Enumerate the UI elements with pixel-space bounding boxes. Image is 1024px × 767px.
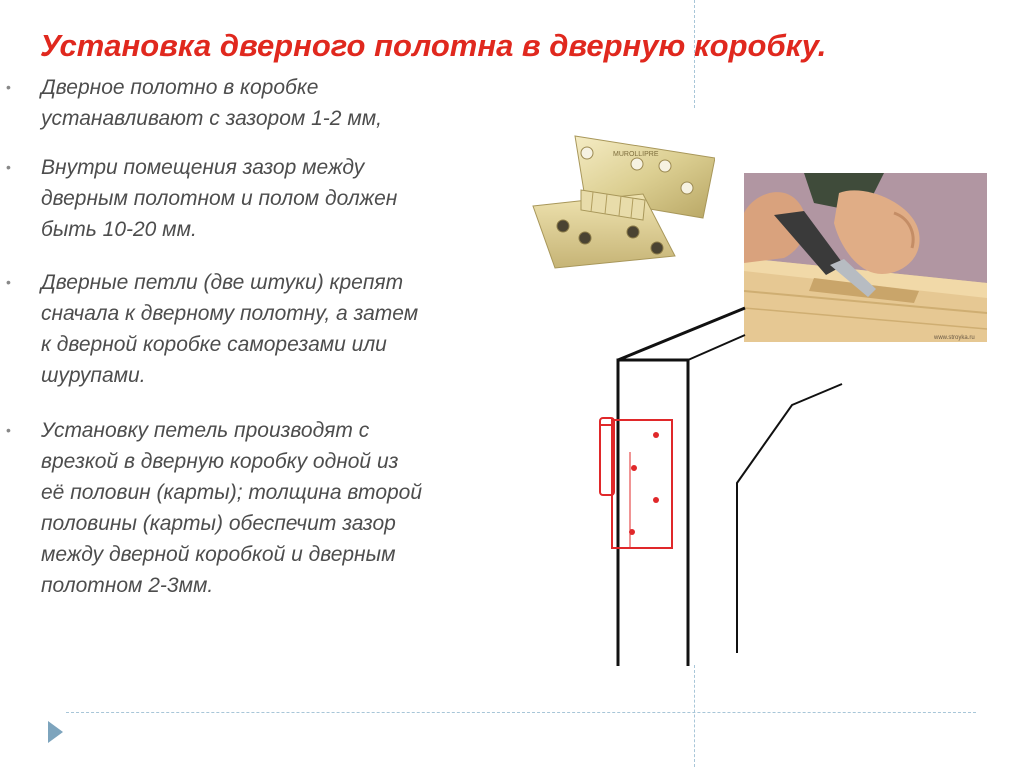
hinge-diagram: [600, 418, 672, 548]
bullet-text: Дверное полотно в коробке устанавливают с зазором 1-2 мм,: [41, 76, 382, 130]
guide-line-vertical-bottom: [694, 665, 695, 767]
bullet-text: Дверные петли (две штуки) крепят сначала к дверному полотну, а затем к дверной коробке саморезами или шурупами.: [41, 271, 419, 387]
bullet-dot: •: [6, 422, 11, 438]
hinge-brand-text: MUROLLIPRE: [613, 151, 659, 158]
door-frame-diagram: [590, 300, 860, 680]
bullet-dot: •: [6, 79, 11, 95]
guide-line-vertical: [694, 0, 695, 108]
bullet-dot: •: [6, 159, 11, 175]
door-frame-post: [618, 360, 688, 666]
photo-watermark: www.stroyka.ru: [934, 335, 975, 341]
door-hinge-photo: [525, 128, 715, 274]
bullet-dot: •: [6, 274, 11, 290]
bullet-text: Установку петель производят с врезкой в дверную коробку одной из её половин (карты); толщина второй половины (карты) обеспечит зазор между дверной коробкой и дверным полотном 2-3мм.: [41, 419, 423, 597]
door-frame-top-inner: [688, 335, 745, 360]
slide-title: Установка дверного полотна в дверную коробку.: [40, 28, 827, 63]
bullet-text: Внутри помещения зазор между дверным полотном и полом должен быть 10-20 мм.: [41, 156, 398, 241]
guide-line-horizontal: [66, 712, 976, 713]
door-frame-top-edge: [618, 308, 745, 360]
triangle-right-icon[interactable]: [48, 721, 63, 743]
door-leaf-outline: [737, 384, 842, 653]
